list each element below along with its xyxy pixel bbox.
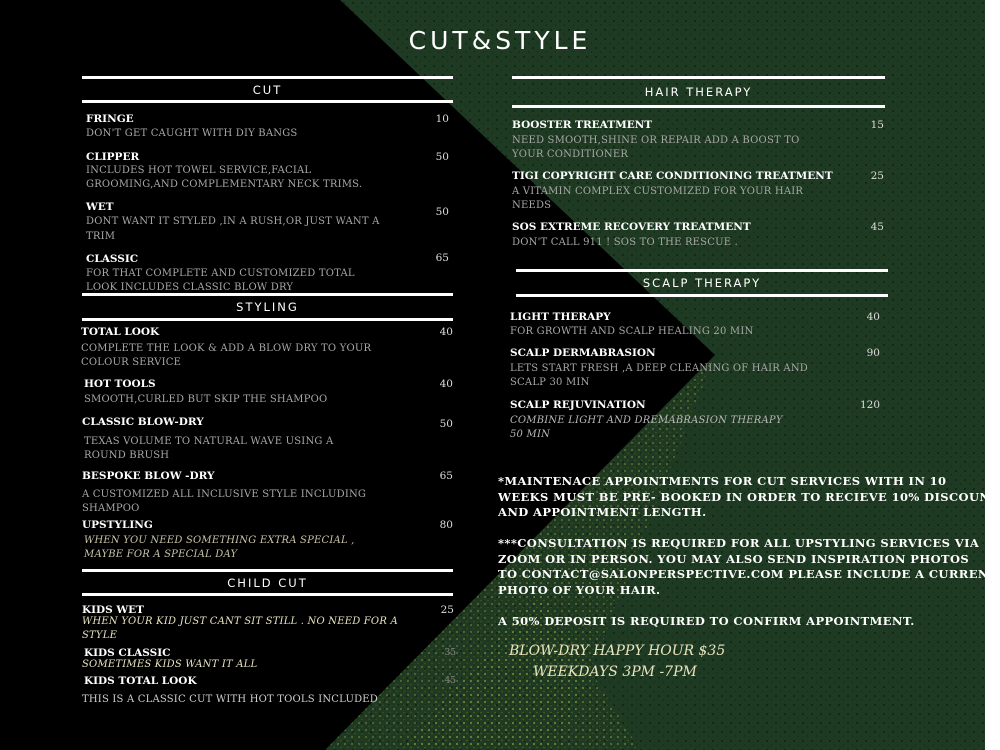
service-desc: A CUSTOMIZED ALL INCLUSIVE STYLE INCLUDING: [82, 489, 367, 500]
note-line: TO CONTACT@SALONPERSPECTIVE.COM PLEASE INCLUDE A CURRENT: [498, 567, 998, 581]
section-heading: HAIR THERAPY: [644, 85, 753, 99]
service-price: 65: [435, 252, 449, 264]
service-price: 50: [435, 206, 449, 218]
section-header-scalp-therapy: [516, 269, 888, 297]
service-desc: NEEDS: [512, 200, 552, 211]
right-edge: [985, 0, 1000, 750]
service-price: 25: [440, 604, 454, 616]
service-name: CLIPPER: [86, 151, 140, 163]
service-desc: YOUR CONDITIONER: [512, 149, 629, 160]
section-header-cut: [82, 76, 453, 103]
service-name: HOT TOOLS: [84, 378, 156, 390]
service-desc: GROOMING,AND COMPLEMENTARY NECK TRIMS.: [86, 179, 363, 190]
service-name: BESPOKE BLOW -DRY: [82, 470, 215, 482]
service-name: KIDS CLASSIC: [84, 647, 171, 659]
section-heading: STYLING: [236, 300, 299, 314]
service-desc: DON'T GET CAUGHT WITH DIY BANGS: [86, 128, 298, 139]
happy-hour-line1: BLOW-DRY HAPPY HOUR $35: [509, 643, 726, 659]
service-price: 10: [435, 113, 449, 125]
section-header-styling: [82, 293, 453, 321]
service-name: CLASSIC: [86, 253, 139, 265]
note-line: AND APPOINTMENT LENGTH.: [498, 505, 707, 519]
service-name: CLASSIC BLOW-DRY: [82, 416, 204, 428]
service-desc: DONT WANT IT STYLED ,IN A RUSH,OR JUST WANT A: [86, 216, 380, 227]
service-desc: DON'T CALL 911 ! SOS TO THE RESCUE .: [512, 237, 738, 248]
service-desc: TRIM: [86, 231, 116, 242]
section-header-child-cut: [82, 569, 453, 596]
service-name: KIDS TOTAL LOOK: [84, 675, 197, 687]
service-desc: LOOK INCLUDES CLASSIC BLOW DRY: [86, 282, 294, 293]
service-desc: WHEN YOU NEED SOMETHING EXTRA SPECIAL ,: [84, 535, 355, 546]
service-desc: LETS START FRESH ,A DEEP CLEANING OF HAIR AND: [510, 363, 808, 374]
service-desc: INCLUDES HOT TOWEL SERVICE,FACIAL: [86, 165, 312, 176]
service-price: 25: [870, 170, 884, 182]
service-desc: A VITAMIN COMPLEX CUSTOMIZED FOR YOUR HAIR: [512, 186, 804, 197]
service-price: 120: [859, 399, 880, 411]
service-desc: SCALP 30 MIN: [510, 377, 590, 388]
service-name: SCALP DERMABRASION: [510, 347, 656, 359]
service-price: 40: [866, 311, 880, 323]
service-price: 50: [435, 151, 449, 163]
service-name: UPSTYLING: [82, 519, 153, 531]
service-price: 80: [439, 519, 453, 531]
service-price: 65: [439, 470, 453, 482]
note-line: *MAINTENACE APPOINTMENTS FOR CUT SERVICES WITH IN 10: [498, 474, 947, 488]
service-price: 40: [439, 378, 453, 390]
service-desc: FOR GROWTH AND SCALP HEALING 20 MIN: [510, 326, 754, 337]
note-line: PHOTO OF YOUR HAIR.: [498, 582, 661, 597]
consultation-note: [498, 536, 998, 598]
service-price: 35: [444, 648, 456, 658]
service-price: 50: [439, 418, 453, 430]
service-desc: COMBINE LIGHT AND DREMABRASION THERAPY: [510, 415, 783, 426]
service-desc: TEXAS VOLUME TO NATURAL WAVE USING A: [84, 436, 334, 447]
service-desc: FOR THAT COMPLETE AND CUSTOMIZED TOTAL: [86, 268, 355, 279]
service-desc: ROUND BRUSH: [84, 450, 170, 461]
service-price: 90: [866, 347, 880, 359]
service-desc: SHAMPOO: [82, 503, 140, 514]
service-desc: COMPLETE THE LOOK & ADD A BLOW DRY TO YOUR: [81, 343, 372, 354]
maintenance-note: [498, 474, 999, 521]
section-heading: CHILD CUT: [227, 575, 308, 590]
service-name: SOS EXTREME RECOVERY TREATMENT: [512, 221, 751, 233]
service-name: TIGI COPYRIGHT CARE CONDITIONING TREATMENT: [512, 170, 833, 182]
service-desc: COLOUR SERVICE: [81, 357, 182, 368]
service-name: TOTAL LOOK: [81, 326, 160, 338]
section-heading: SCALP THERAPY: [642, 276, 762, 290]
service-desc: WHEN YOUR KID JUST CANT SIT STILL . NO NEED FOR A: [82, 616, 398, 627]
service-desc: SMOOTH,CURLED BUT SKIP THE SHAMPOO: [84, 394, 328, 405]
note-line: ***CONSULTATION IS REQUIRED FOR ALL UPSTYLING SERVICES VIA: [498, 536, 980, 550]
happy-hour-line2: WEEKDAYS 3PM -7PM: [533, 664, 697, 680]
service-name: SCALP REJUVINATION: [510, 399, 646, 411]
section-heading: CUT: [252, 82, 283, 97]
service-desc: THIS IS A CLASSIC CUT WITH HOT TOOLS INCLUDED: [82, 694, 379, 705]
service-desc: STYLE: [82, 630, 118, 641]
service-desc: MAYBE FOR A SPECIAL DAY: [84, 549, 238, 560]
service-name: LIGHT THERAPY: [510, 311, 611, 323]
service-desc: NEED SMOOTH,SHINE OR REPAIR ADD A BOOST TO: [512, 135, 800, 146]
service-price: 45: [444, 676, 456, 686]
service-desc: 50 MIN: [510, 429, 551, 440]
service-price: 45: [870, 221, 884, 233]
service-name: WET: [86, 201, 114, 213]
note-line: ZOOM OR IN PERSON. YOU MAY ALSO SEND INSPIRATION PHOTOS: [498, 551, 970, 566]
note-line: WEEKS MUST BE PRE- BOOKED IN ORDER TO RECIEVE 10% DISCOUNT: [498, 489, 1000, 504]
section-header-hair-therapy: [512, 76, 885, 108]
service-desc: SOMETIMES KIDS WANT IT ALL: [82, 659, 258, 670]
service-name: KIDS WET: [82, 604, 144, 616]
service-price: 15: [870, 119, 884, 131]
page-title: CUT&STYLE: [408, 26, 592, 55]
service-name: BOOSTER TREATMENT: [512, 119, 653, 131]
service-name: FRINGE: [86, 113, 134, 125]
service-price: 40: [439, 326, 453, 338]
deposit-note: A 50% DEPOSIT IS REQUIRED TO CONFIRM APPOINTMENT.: [498, 614, 915, 628]
